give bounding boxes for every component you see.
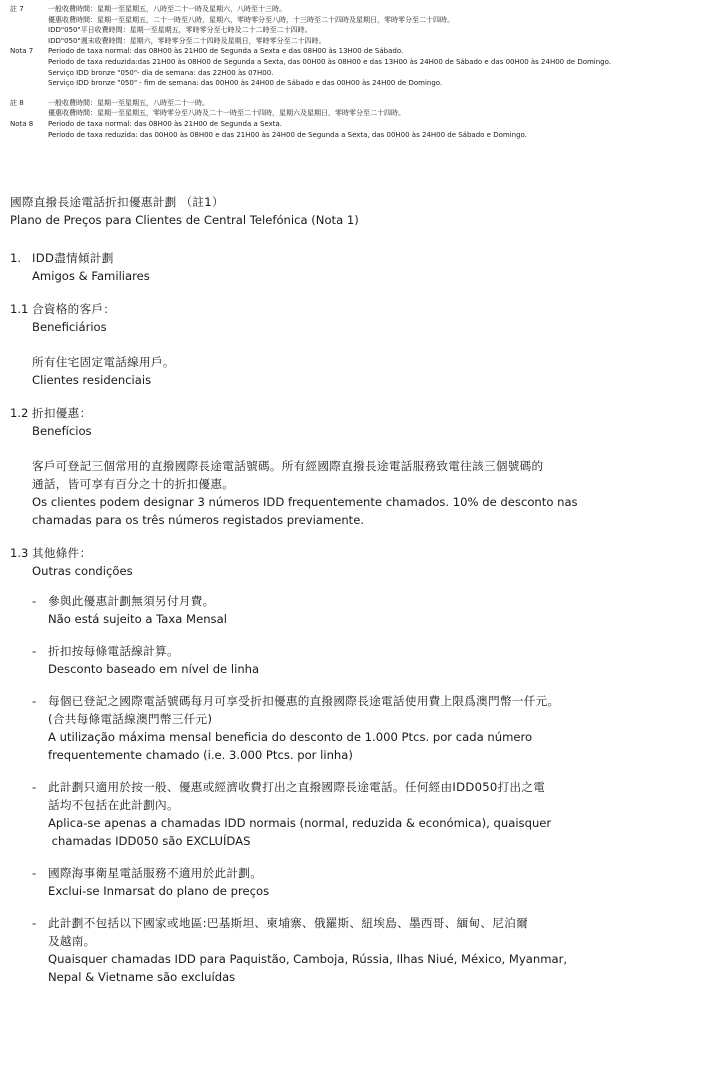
item-line: Nepal & Vietname são excluídas [48, 970, 236, 984]
section-number: 1.1 [10, 302, 29, 316]
section-number: 1.2 [10, 406, 29, 420]
item-line: chamadas IDD050 são EXCLUÍDAS [48, 834, 251, 848]
list-item [10, 914, 690, 986]
item-line: 此計劃只適用於按一般、優惠或經濟收費打出之直撥國際長途電話。任何經由IDD050打出之電 [48, 780, 546, 794]
note-7-pt [10, 46, 700, 88]
note-line: Periodo de taxa reduzida: das 00H00 às 08H00 e das 21H00 às 24H00 de Segunda a Sexta, das 00H00 às 24H00 de Sábado e Domingo. [48, 130, 527, 139]
section-1 [10, 249, 690, 285]
conditions-list [10, 592, 690, 986]
note-line: 優惠收費時間：星期一至星期五，二十一時至八時，星期六，零時零分至八時，十三時至二十四時及星期日，零時零分至二十四時。 [48, 15, 454, 24]
dash-bullet: - [32, 916, 37, 930]
note-line: Periodo de taxa normal: das 08H00 às 21H00 de Segunda a Sexta. [48, 119, 283, 128]
item-line: A utilização máxima mensal beneficia do desconto de 1.000 Ptcs. por cada número [48, 730, 533, 744]
note-label: 註 8 [10, 98, 24, 107]
note-line: Serviço IDD bronze "050" - fim de semana: das 00H00 às 24H00 de Sábado e das 00H00 às 24H00 de Domingo. [48, 79, 443, 88]
section-title-zh: 合資格的客戶： [32, 302, 116, 316]
section-body-pt: Os clientes podem designar 3 números IDD frequentemente chamados. 10% de desconto nas [32, 495, 578, 509]
note-line: Periodo de taxa normal: das 08H00 às 21H00 de Segunda a Sexta e das 08H00 às 13H00 de Sábado. [48, 47, 404, 56]
section-title-pt: Outras condições [32, 564, 133, 578]
section-title-zh: IDD盡情傾計劃 [32, 251, 114, 265]
item-line: 折扣按每條電話線計算。 [48, 644, 179, 658]
footnotes-block [10, 4, 700, 140]
section-number: 1.3 [10, 546, 29, 560]
section-title-zh: 折扣優惠： [32, 406, 92, 420]
note-line: Periodo de taxa reduzida:das 21H00 às 08H00 de Segunda a Sexta, das 00H00 às 08H00 e das 13H00 às 24H00 de Sábado e das 00H00 às 24H00 de Domingo. [48, 57, 612, 66]
list-item [10, 642, 690, 678]
note-line: Serviço IDD bronze "050"- dia de semana: das 22H00 às 07H00. [48, 68, 274, 77]
section-title-pt: Beneficiários [32, 320, 107, 334]
item-line: Exclui-se Inmarsat do plano de preços [48, 884, 270, 898]
note-8-zh [10, 98, 700, 119]
note-line: 一般收費時間：星期一至星期五，八時至二十一時。 [48, 98, 209, 107]
section-number: 1. [10, 251, 22, 265]
section-body-zh: 通話，皆可享有百分之十的折扣優惠。 [32, 477, 235, 491]
note-label: Nota 8 [10, 119, 34, 128]
list-item [10, 692, 690, 764]
item-line: (合共每條電話線澳門幣三仟元) [48, 712, 213, 726]
note-line: 優惠收費時間：星期一至星期五，零時零分至八時及二十一時至二十四時，星期六及星期日，零時零分至二十四時。 [48, 109, 405, 118]
list-item [10, 592, 690, 628]
section-1-1 [10, 300, 690, 389]
section-1-2 [10, 404, 690, 529]
item-line: 參與此優惠計劃無須另付月費。 [48, 594, 215, 608]
item-line: 話均不包括在此計劃內。 [48, 798, 179, 812]
main-content [10, 193, 690, 986]
list-item [10, 864, 690, 900]
note-7-zh [10, 4, 700, 46]
item-line: 每個已登記之國際電話號碼每月可享受折扣優惠的直撥國際長途電話使用費上限爲澳門幣一仟元。 [48, 694, 560, 708]
section-body-zh: 客戶可登記三個常用的直撥國際長途電話號碼。所有經國際直撥長途電話服務致電往該三個號碼的 [32, 459, 544, 473]
dash-bullet: - [32, 780, 37, 794]
section-1-3 [10, 544, 690, 986]
note-line: IDD"050"週末收費時間：星期六，零時零分至二十四時及星期日，零時零分至二十四時。 [48, 36, 326, 45]
item-line: Aplica-se apenas a chamadas IDD normais (normal, reduzida & económica), quaisquer [48, 816, 552, 830]
section-title-pt: Benefícios [32, 424, 92, 438]
plan-heading [10, 193, 690, 229]
item-line: 及越南。 [48, 934, 96, 948]
note-label: 註 7 [10, 5, 24, 13]
item-line: 此計劃不包括以下國家或地區:巴基斯坦、柬埔寨、俄羅斯、紐埃島、墨西哥、緬甸、尼泊爾 [48, 916, 528, 930]
item-line: Não está sujeito a Taxa Mensal [48, 612, 227, 626]
list-item [10, 778, 690, 850]
item-line: frequentemente chamado (i.e. 3.000 Ptcs. por linha) [48, 748, 353, 762]
note-8-pt [10, 119, 700, 140]
section-body-zh: 所有住宅固定電話線用戶。 [32, 355, 175, 369]
section-title-zh: 其他條件： [32, 546, 92, 560]
item-line: Desconto baseado em nível de linha [48, 662, 260, 676]
section-body-pt: Clientes residenciais [32, 373, 152, 387]
dash-bullet: - [32, 644, 37, 658]
heading-zh: 國際直撥長途電話折扣優惠計劃 （註1） [10, 195, 224, 209]
dash-bullet: - [32, 594, 37, 608]
note-line: 一般收費時間：星期一至星期五，八時至二十一時及星期六，八時至十三時。 [48, 5, 286, 13]
dash-bullet: - [32, 866, 37, 880]
dash-bullet: - [32, 694, 37, 708]
section-body-pt: chamadas para os três números registados previamente. [32, 513, 365, 527]
note-line: IDD"050"平日收費時間：星期一至星期五，零時零分至七時及二十二時至二十四時。 [48, 26, 312, 35]
section-title-pt: Amigos & Familiares [32, 269, 150, 283]
item-line: Quaisquer chamadas IDD para Paquistão, Camboja, Rússia, Ilhas Niué, México, Myanmar, [48, 952, 568, 966]
note-label: Nota 7 [10, 47, 34, 56]
item-line: 國際海事衛星電話服務不適用於此計劃。 [48, 866, 263, 880]
heading-pt: Plano de Preços para Clientes de Central Telefónica (Nota 1) [10, 213, 359, 227]
